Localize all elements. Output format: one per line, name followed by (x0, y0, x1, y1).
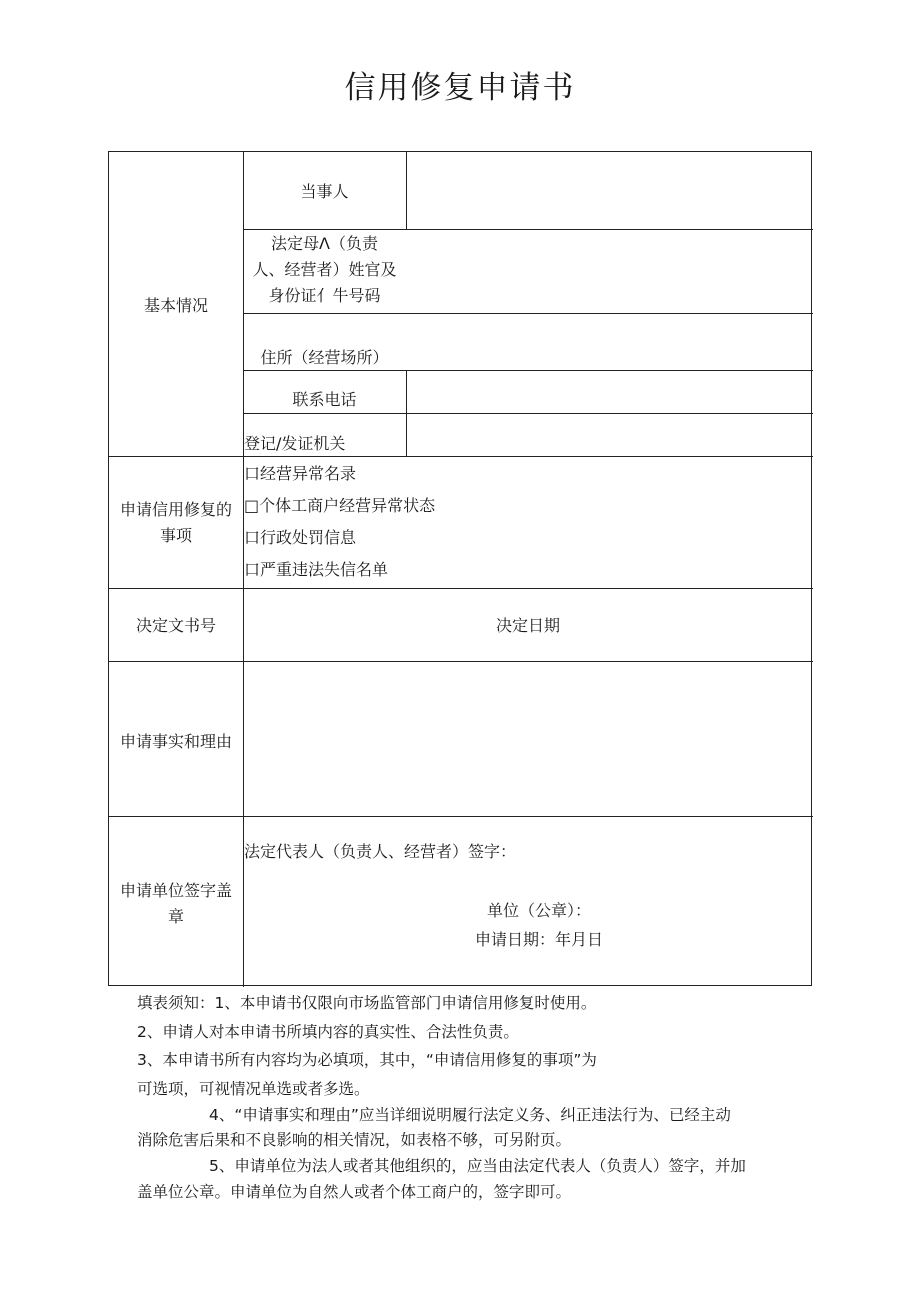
repair-option-abnormal-list[interactable]: 口经营异常名录 (244, 464, 357, 483)
repair-items-label-line: 事项 (159, 526, 192, 545)
repair-items-label-line: 申请信用修复的 (119, 500, 232, 519)
page-title: 信用修复申请书 (344, 70, 576, 106)
note-line: 盖单位公章。申请单位为自然人或者个体工商户的，签字即可。 (137, 1183, 572, 1201)
table-divider (109, 456, 813, 457)
signature-label-line: 申请单位签字盖 (119, 881, 232, 900)
note-line: 填表须知：1、本申请书仅限向市场监管部门申请信用修复时使用。 (137, 994, 597, 1012)
seal-line: 单位（公章）： (486, 901, 591, 920)
signature-label (109, 878, 243, 930)
note-line: 3、本申请书所有内容均为必填项，其中，“申请信用修复的事项”为 (137, 1051, 597, 1069)
repair-items-label (109, 497, 243, 549)
legal-rep-label-line: 人、经营者）姓官及 (252, 260, 397, 279)
rep-sign-line: 法定代表人（负责人、经营者）签字： (244, 842, 517, 861)
note-line: 4、“申请事实和理由”应当详细说明履行法定义务、纠正违法行为、已经主动 (209, 1106, 731, 1124)
note-line: 消除危害后果和不良影响的相关情况，如表格不够，可另附页。 (137, 1131, 572, 1149)
note-line: 可选项，可视情况单选或者多选。 (137, 1080, 370, 1098)
table-divider (109, 816, 813, 817)
repair-option-serious-violation[interactable]: 口严重违法失信名单 (244, 560, 389, 579)
address-input[interactable] (407, 314, 812, 370)
decision-date-label: 决定日期 (495, 616, 560, 635)
legal-rep-label-line: 法定母Λ（负责 (271, 234, 378, 253)
address-label: 住所（经营场所） (260, 348, 389, 367)
party-label: 当事人 (300, 182, 349, 201)
authority-label: 登记/发证机关 (244, 434, 346, 453)
note-line: 2、申请人对本申请书所填内容的真实性、合法性负责。 (137, 1023, 519, 1041)
decision-doc-number-label: 决定文书号 (135, 616, 216, 635)
repair-option-admin-penalty[interactable]: 口行政处罚信息 (244, 528, 357, 547)
repair-option-individual-business[interactable]: □个体工商户经营异常状态 (244, 496, 436, 515)
signature-label-line: 章 (167, 907, 184, 926)
apply-date-line: 申请日期：年月日 (474, 930, 603, 949)
basic-info-label: 基本情况 (143, 296, 208, 315)
facts-input[interactable] (244, 662, 812, 816)
party-input[interactable] (407, 153, 812, 229)
application-form-table (108, 151, 812, 986)
phone-label: 联系电话 (292, 390, 357, 409)
legal-rep-input[interactable] (244, 230, 812, 313)
table-divider (109, 588, 813, 589)
facts-label: 申请事实和理由 (119, 732, 232, 751)
authority-input[interactable] (407, 414, 812, 456)
note-line: 5、申请单位为法人或者其他组织的，应当由法定代表人（负责人）签字，并加 (209, 1157, 746, 1175)
legal-rep-label-line: 身份证亻牛号码 (268, 286, 381, 305)
phone-input[interactable] (407, 371, 812, 413)
